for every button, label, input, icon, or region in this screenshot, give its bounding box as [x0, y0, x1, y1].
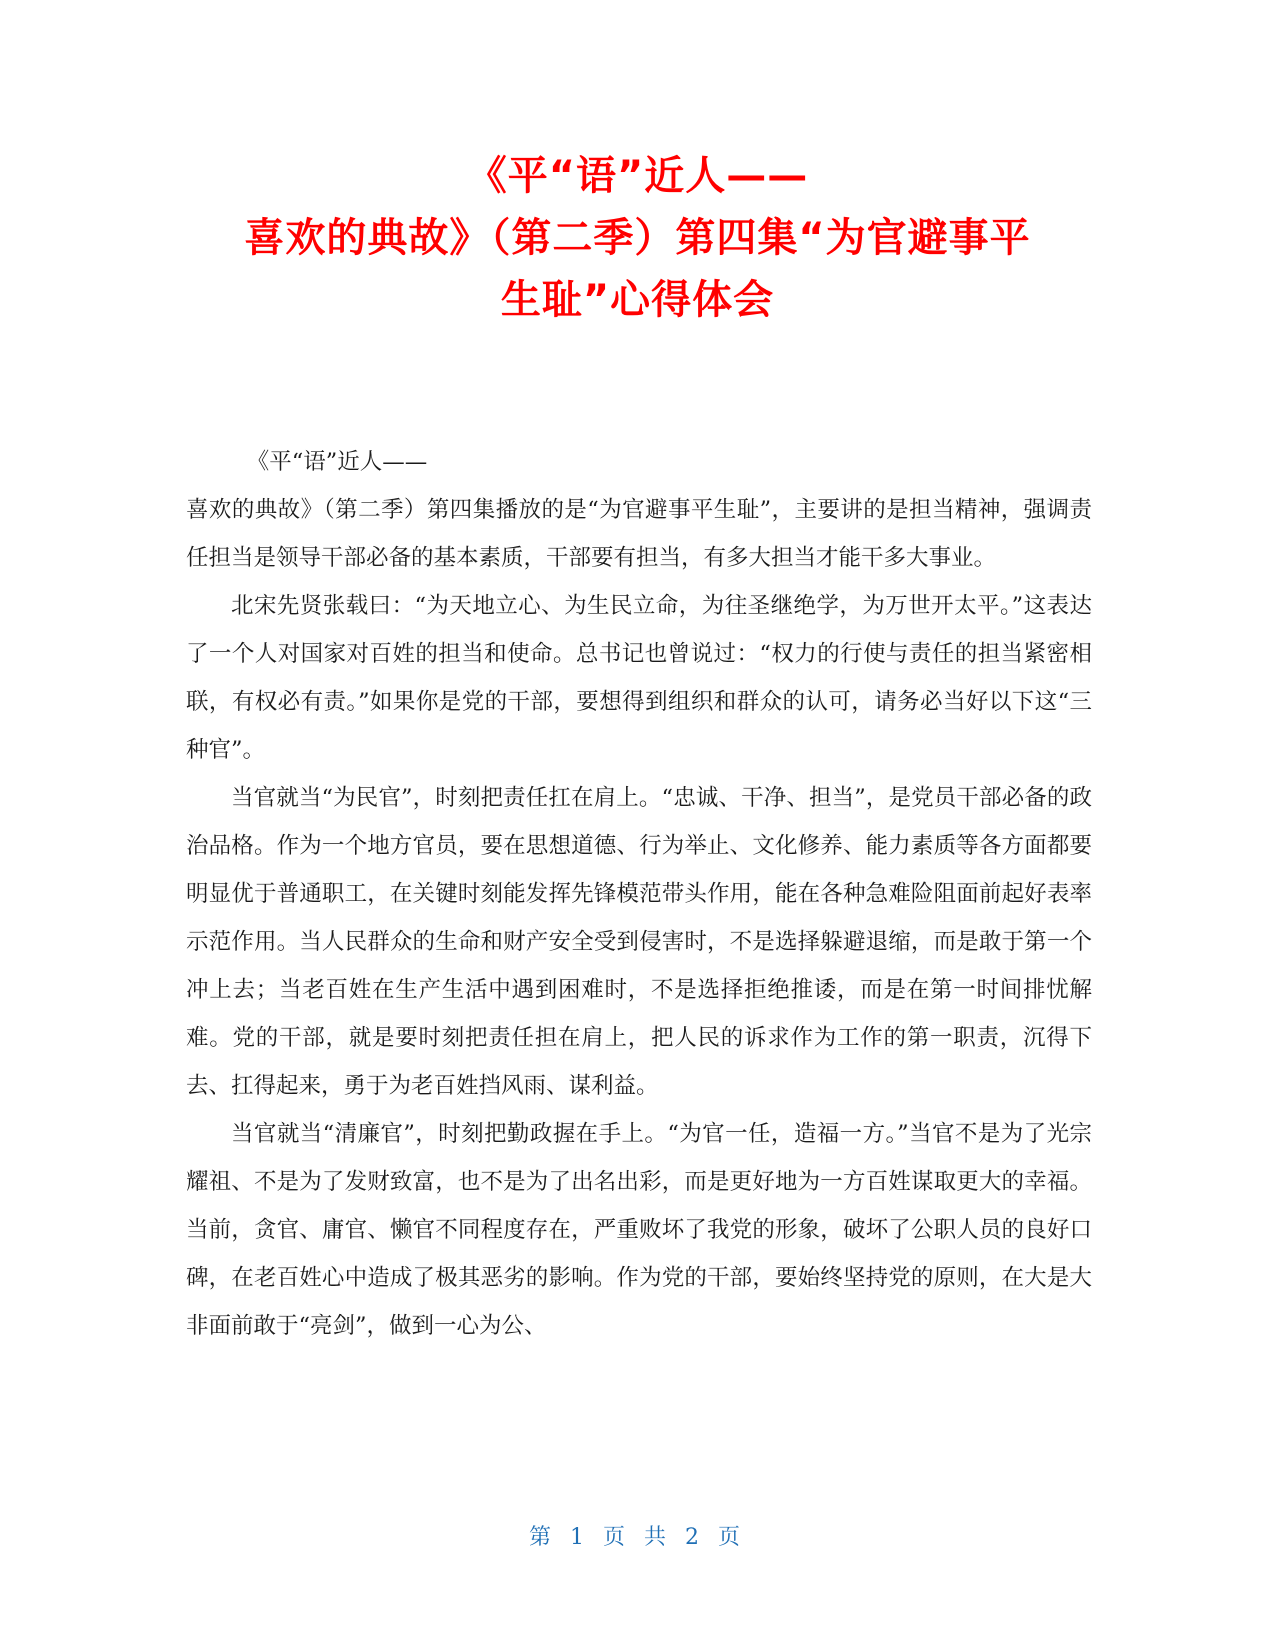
document-title — [150, 145, 1125, 331]
paragraph-intro: 喜欢的典故》（第二季）第四集播放的是“为官避事平生耻”，主要讲的是担当精神，强调责任担当是领导干部必备的基本素质，干部要有担当，有多大担当才能干多大事业。 — [186, 497, 1092, 571]
title-line-3: 生耻”心得体会 — [500, 277, 775, 323]
paragraph-weimin-guan: 当官就当“为民官”，时刻把责任扛在肩上。“忠诚、干净、担当”，是党员干部必备的政治品格。作为一个地方官员，要在思想道德、行为举止、文化修养、能力素质等各方面都要明显优于普通职工，在关键时刻能发挥先锋模范带头作用，能在各种急难险阻面前起好表率示范作用。当人民群众的生命和财产安全受到侵害时，不是选择躲避退缩，而是敢于第一个冲上去；当老百姓在生产生活中遇到困难时，不是选择拒绝推诿，而是在第一时间排忧解难。党的干部，就是要时刻把责任担在肩上，把人民的诉求作为工作的第一职责，沉得下去、扛得起来，勇于为老百姓挡风雨、谋利益。 — [186, 785, 1092, 1099]
document-body — [186, 438, 1092, 1350]
page-number-footer: 第 1 页 共 2 页 — [529, 1525, 746, 1550]
paragraph-zhangzai: 北宋先贤张载曰：“为天地立心、为生民立命，为往圣继绝学，为万世开太平。”这表达了一个人对国家对百姓的担当和使命。总书记也曾说过：“权力的行使与责任的担当紧密相联，有权必有责。”如果你是党的干部，要想得到组织和群众的认可，请务必当好以下这“三种官”。 — [186, 593, 1092, 763]
paragraph-qinglian-guan: 当官就当“清廉官”，时刻把勤政握在手上。“为官一任，造福一方。”当官不是为了光宗耀祖、不是为了发财致富，也不是为了出名出彩，而是更好地为一方百姓谋取更大的幸福。当前，贪官、庸官、懒官不同程度存在，严重败坏了我党的形象，破坏了公职人员的良好口碑，在老百姓心中造成了极其恶劣的影响。作为党的干部，要始终坚持党的原则，在大是大非面前敢于“亮剑”，做到一心为公、 — [186, 1121, 1092, 1339]
title-line-1: 《平“语”近人—— — [466, 153, 809, 199]
paragraph-intro-line: 《平“语”近人—— — [246, 449, 428, 475]
title-line-2: 喜欢的典故》（第二季）第四集“为官避事平 — [244, 215, 1031, 261]
